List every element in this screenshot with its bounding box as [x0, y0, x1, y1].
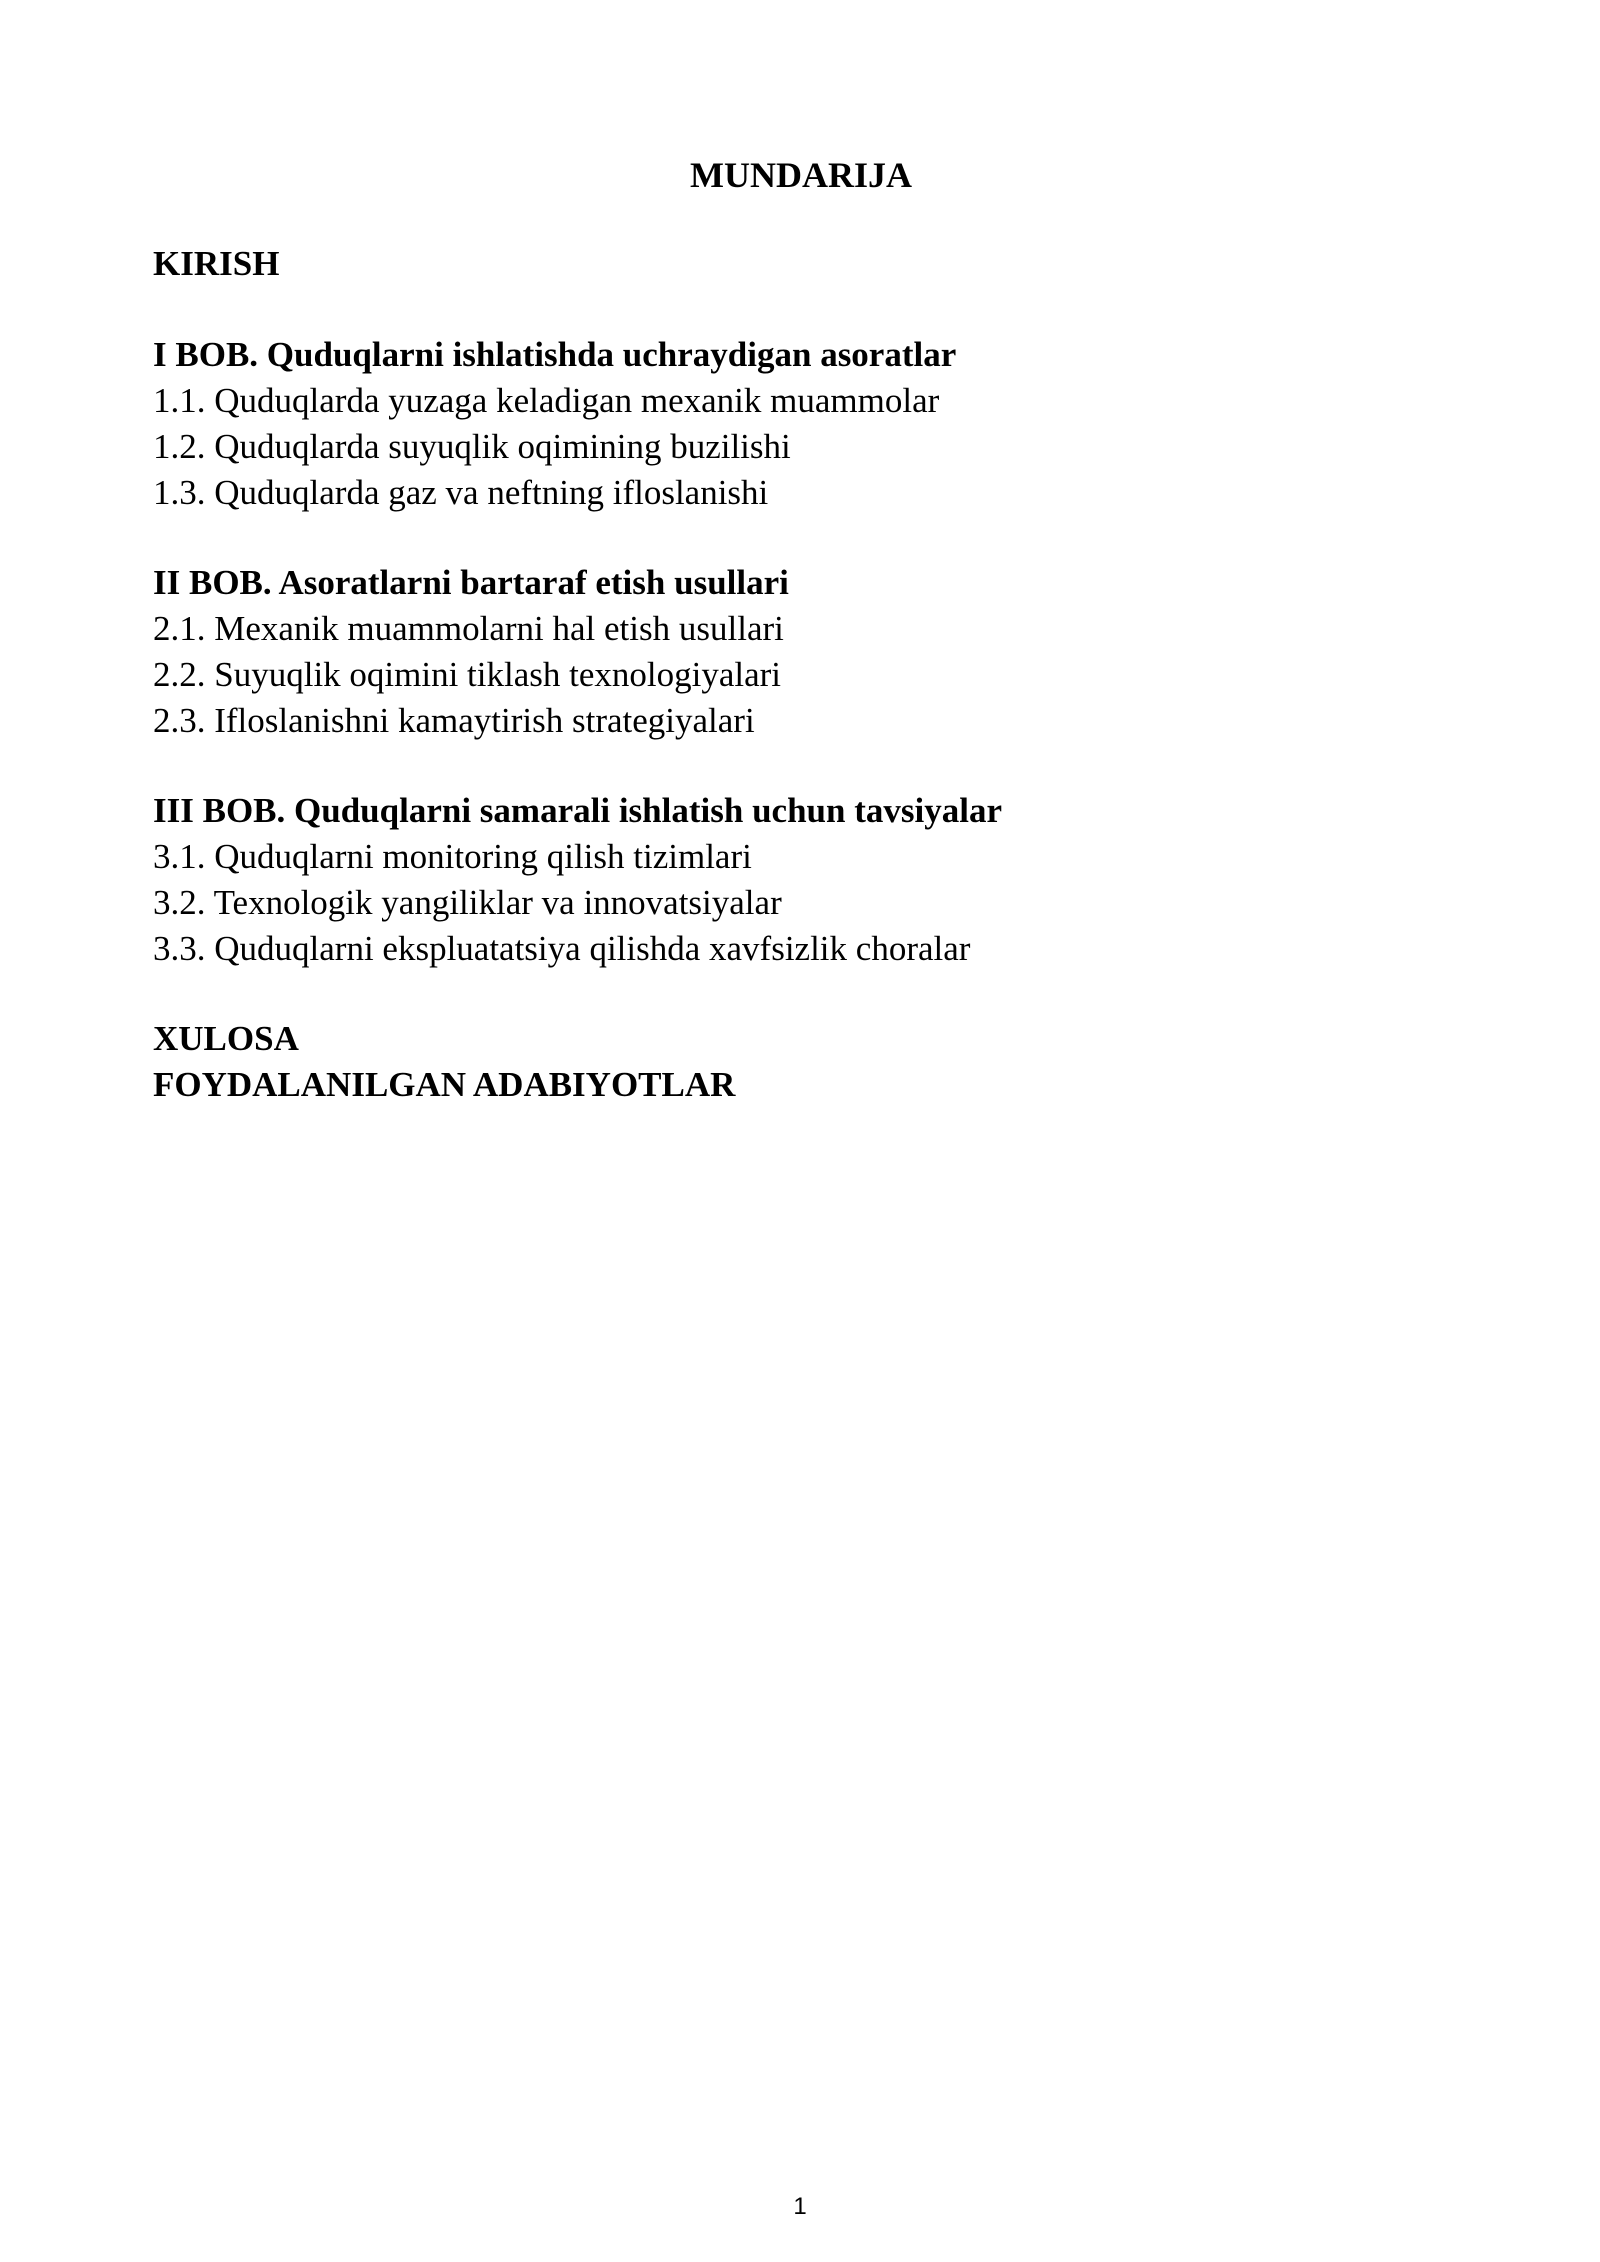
chapter-heading: II BOB. Asoratlarni bartaraf etish usullari	[153, 563, 789, 602]
section-item: 3.1. Quduqlarni monitoring qilish tizimlari	[153, 837, 752, 876]
chapter-heading: III BOB. Quduqlarni samarali ishlatish uchun tavsiyalar	[153, 791, 1002, 830]
spacer	[153, 287, 1453, 332]
section-item: 2.1. Mexanik muammolarni hal etish usullari	[153, 609, 784, 648]
section-item: 3.2. Texnologik yangiliklar va innovatsiyalar	[153, 883, 782, 922]
toc-intro: KIRISH	[153, 244, 280, 283]
chapter-heading: I BOB. Quduqlarni ishlatishda uchraydigan asoratlar	[153, 335, 957, 374]
section-item: 1.1. Quduqlarda yuzaga keladigan mexanik muammolar	[153, 381, 940, 420]
section-item: 3.3. Quduqlarni ekspluatatsiya qilishda xavfsizlik choralar	[153, 929, 971, 968]
spacer	[153, 516, 1453, 560]
toc-chapter-1	[153, 332, 1453, 516]
toc-chapter-3	[153, 788, 1453, 972]
toc-chapter-2	[153, 560, 1453, 744]
section-item: 1.3. Quduqlarda gaz va neftning ifloslanishi	[153, 473, 769, 512]
section-item: 2.2. Suyuqlik oqimini tiklash texnologiyalari	[153, 655, 782, 694]
section-item: 2.3. Ifloslanishni kamaytirish strategiyalari	[153, 701, 755, 740]
section-item: 1.2. Quduqlarda suyuqlik oqimining buzilishi	[153, 427, 791, 466]
toc-references: FOYDALANILGAN ADABIYOTLAR	[153, 1065, 736, 1104]
page-title: MUNDARIJA	[690, 155, 912, 195]
table-of-contents	[153, 241, 1453, 1108]
spacer	[153, 744, 1453, 788]
spacer	[153, 972, 1453, 1016]
toc-conclusion: XULOSA	[153, 1019, 299, 1058]
page-number: 1	[793, 2193, 807, 2220]
